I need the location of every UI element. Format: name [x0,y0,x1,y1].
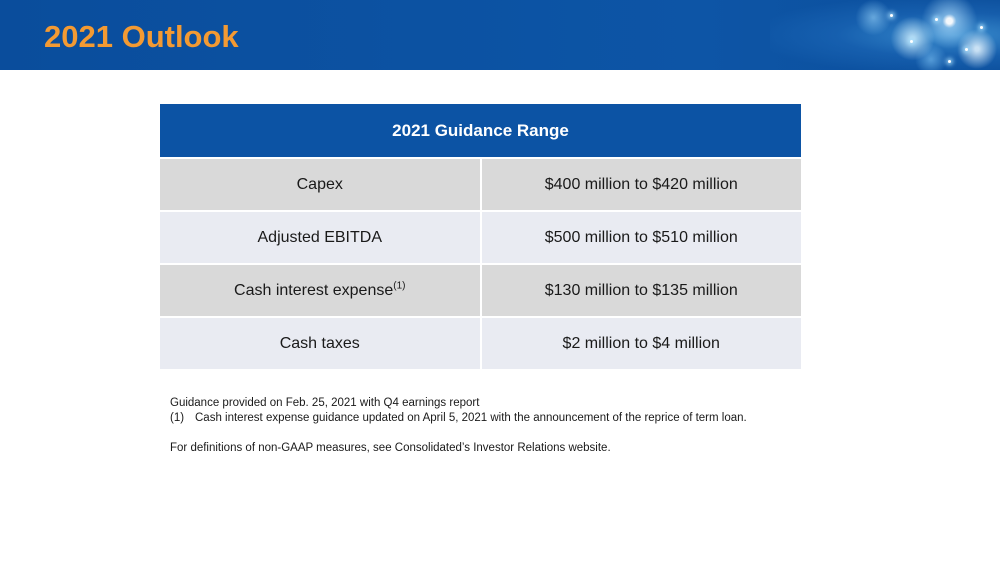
footnote-line [170,411,870,426]
metric-cell [160,264,481,317]
metric-cell [160,158,481,211]
spacer [170,426,870,441]
table-row [160,158,801,211]
footnote-reference: (1) [393,280,406,292]
fiber-optic-graphic [770,0,1000,70]
metric-cell [160,317,481,369]
page-title: 2021 Outlook [44,19,239,54]
footnote-text: Cash interest expense guidance updated on April 5, 2021 with the announcement of the reprice of term loan. [195,412,747,424]
metric-label: Adjusted EBITDA [257,228,382,246]
range-cell: $500 million to $510 million [481,211,802,264]
definitions-note: For definitions of non-GAAP measures, see Consolidated’s Investor Relations website. [170,442,611,454]
footnote-marker: (1) [170,412,185,424]
guidance-note: Guidance provided on Feb. 25, 2021 with Q4 earnings report [170,397,480,409]
metric-cell [160,211,481,264]
table-row [160,211,801,264]
guidance-table [160,104,801,369]
header-bar [0,0,1000,70]
notes-section [170,396,870,456]
metric-label: Cash interest expense [234,281,394,299]
table-heading: 2021 Guidance Range [160,104,801,158]
metric-label: Cash taxes [279,334,360,352]
table-header-row [160,104,801,158]
table-row [160,264,801,317]
range-cell: $2 million to $4 million [481,317,802,369]
table-row [160,317,801,369]
metric-label: Capex [296,175,343,193]
range-cell: $400 million to $420 million [481,158,802,211]
range-cell: $130 million to $135 million [481,264,802,317]
